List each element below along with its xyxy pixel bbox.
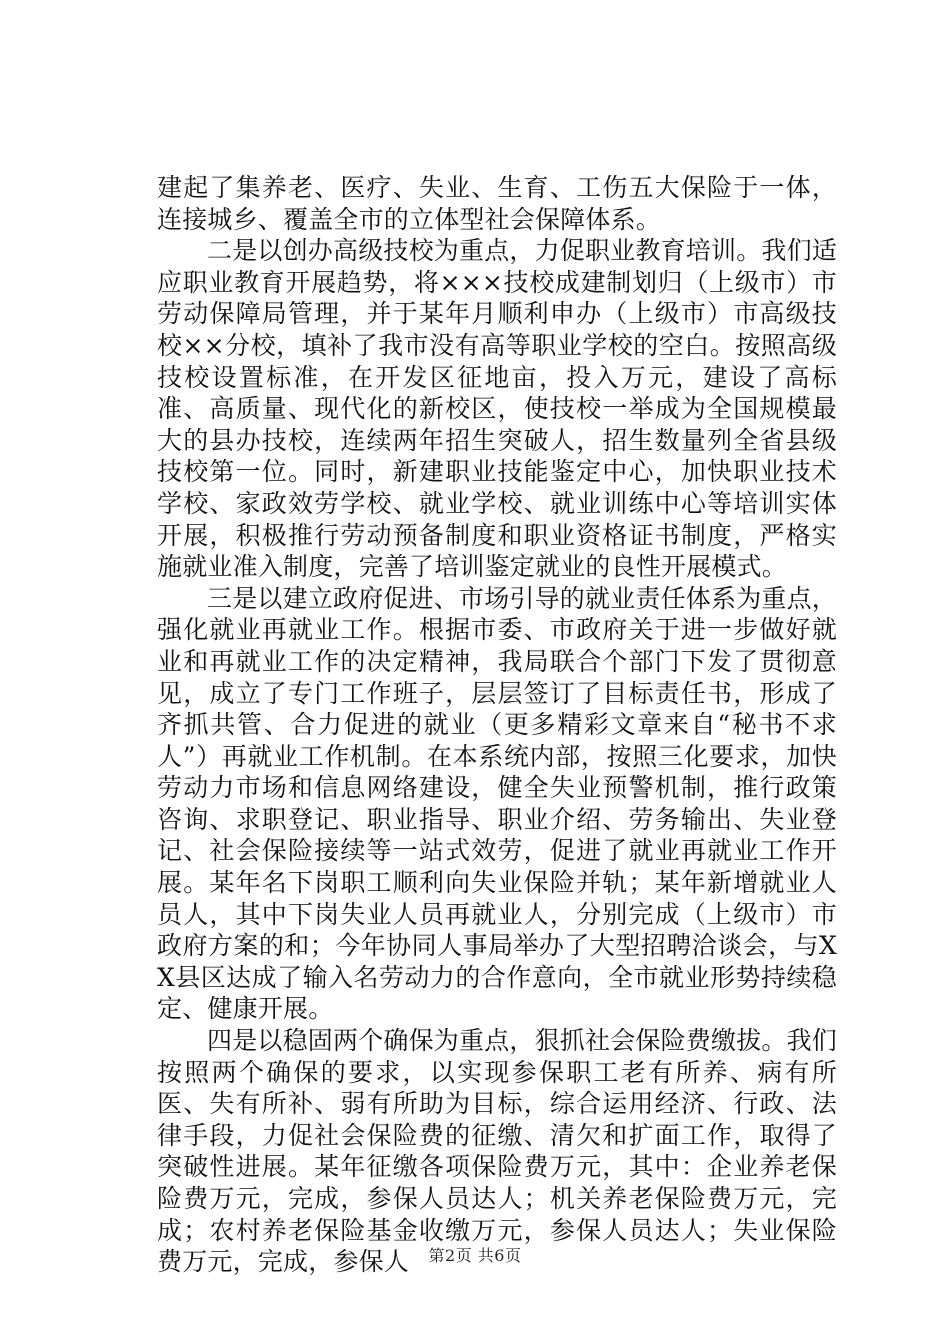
paragraph-social-insurance: 四是以稳固两个确保为重点，狠抓社会保险费缴拔。我们按照两个确保的要求，以实现参保职工老有所养、病有所医、失有所补、弱有所助为目标，综合运用经济、行政、法律手段，力促社会保险费的征缴、清欠和扩面工作，取得了突破性进展。某年征缴各项保险费万元，其中：企业养老保险费万元，完成，参保人员达人；机关养老保险费万元，完成；农村养老保险基金收缴万元，参保人员达人；失业保险费万元，完成，参保人: [157, 1026, 838, 1277]
page-footer-indicator: 第2页 共6页: [428, 1246, 522, 1265]
document-body: [157, 172, 837, 1278]
paragraph-vocational-training: 二是以创办高级技校为重点，力促职业教育培训。我们适应职业教育开展趋势，将×××技校成建制划归（上级市）市劳动保障局管理，并于某年月顺利申办（上级市）市高级技校××分校，填补了我市没有高等职业学校的空白。按照高级技校设置标准，在开发区征地亩，投入万元，建设了高标准、高质量、现代化的新校区，使技校一举成为全国规模最大的县办技校，连续两年招生突破人，招生数量列全省县级技校第一位。同时，新建职业技能鉴定中心，加快职业技术学校、家政效劳学校、就业学校、就业训练中心等培训实体开展，积极推行劳动预备制度和职业资格证书制度，严格实施就业准入制度，完善了培训鉴定就业的良性开展模式。: [157, 236, 838, 582]
paragraph-employment: 三是以建立政府促进、市场引导的就业责任体系为重点，强化就业再就业工作。根据市委、市政府关于进一步做好就业和再就业工作的决定精神，我局联合个部门下发了贯彻意见，成立了专门工作班子，层层签订了目标责任书，形成了齐抓共管、合力促进的就业（更多精彩文章来自“秘书不求人”）再就业工作机制。在本系统内部，按照三化要求，加快劳动力市场和信息网络建设，健全失业预警机制，推行政策咨询、求职登记、职业指导、职业介绍、劳务输出、失业登记、社会保险接续等一站式效劳，促进了就业再就业工作开展。某年名下岗职工顺利向失业保险并轨；某年新增就业人员人，其中下岗失业人员再就业人，分别完成（上级市）市政府方案的和；今年协同人事局举办了大型招聘洽谈会，与XX县区达成了输入名劳动力的合作意向，全市就业形势持续稳定、健康开展。: [157, 583, 838, 1024]
paragraph-continuation: 建起了集养老、医疗、失业、生育、工伤五大保险于一体，连接城乡、覆盖全市的立体型社会保障体系。: [157, 173, 837, 234]
